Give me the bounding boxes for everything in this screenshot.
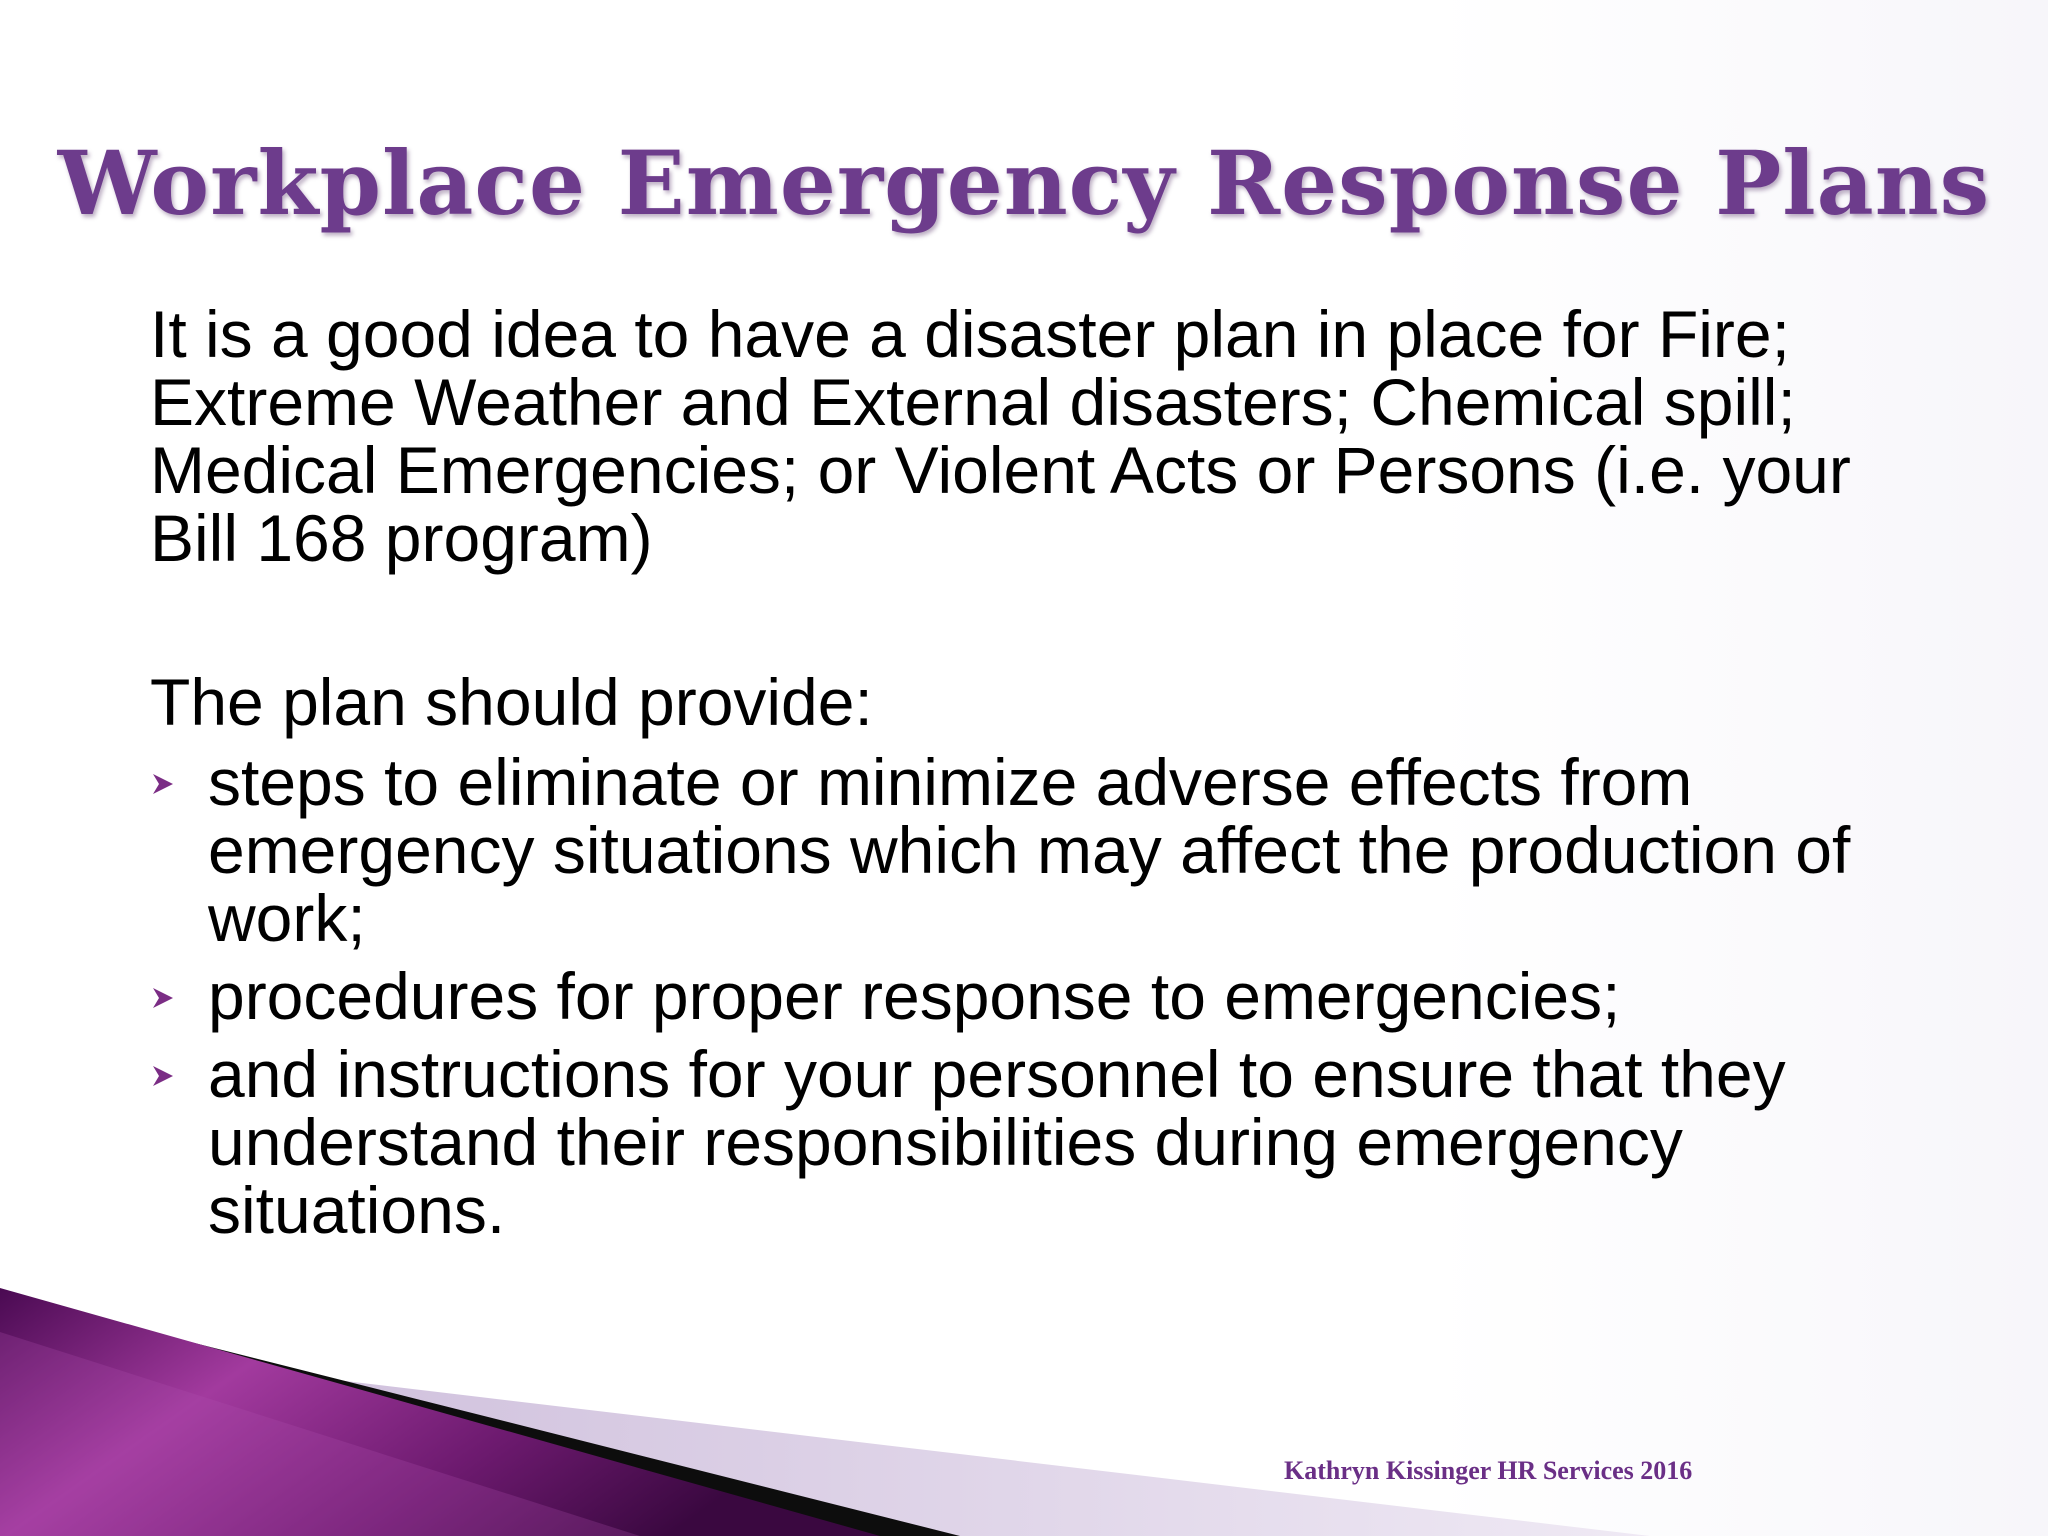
bullet-item: [150, 959, 1930, 1033]
bullet-list: [150, 745, 1930, 1247]
arrowhead-bullet-icon: [150, 986, 176, 1010]
bullet-text: steps to eliminate or minimize adverse effects from emergency situations which may affect the production of work;: [208, 745, 1851, 955]
arrowhead-bullet-icon: [150, 1064, 176, 1088]
arrowhead-bullet-icon: [150, 772, 176, 796]
slide-title: Workplace Emergency Response Plans: [57, 131, 1991, 235]
footer-credit: Kathryn Kissinger HR Services 2016: [1284, 1456, 1693, 1485]
bullet-item: [150, 1037, 1930, 1247]
bullet-item: [150, 745, 1930, 955]
purple-swoosh-decoration: [0, 1280, 2048, 1536]
bullet-text: and instructions for your personnel to ensure that they understand their responsibilities during emergency situations.: [208, 1037, 1786, 1247]
bullet-text: procedures for proper response to emergencies;: [208, 959, 1621, 1033]
lead-text: The plan should provide:: [150, 665, 873, 739]
intro-paragraph: It is a good idea to have a disaster plan in place for Fire; Extreme Weather and External disasters; Chemical spill; Medical Emergencies; or Violent Acts or Persons (i.e. your Bill 168 program): [150, 297, 1851, 575]
